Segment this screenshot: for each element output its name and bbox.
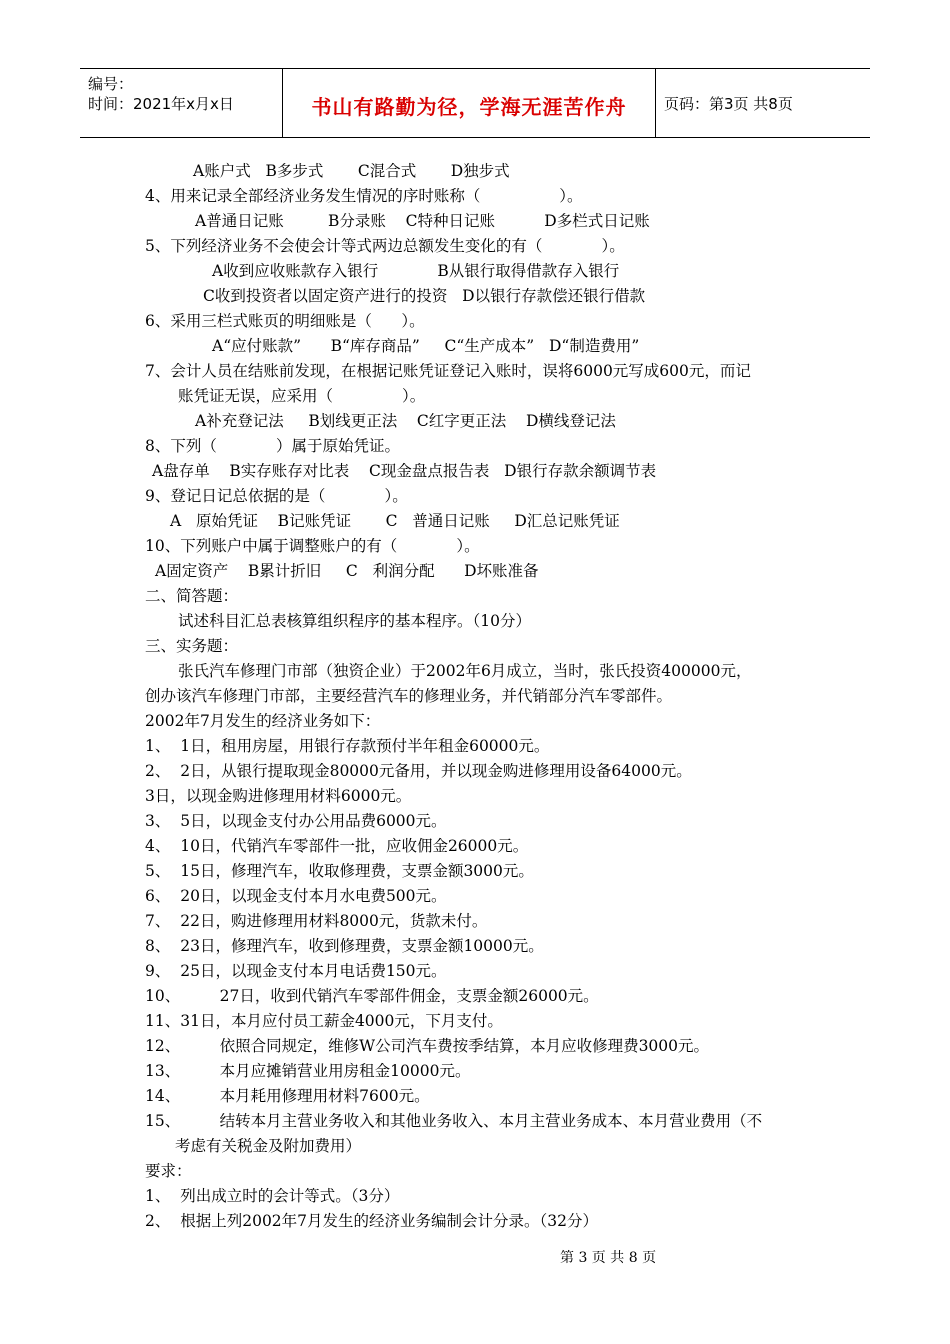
section-heading: 二、简答题： [145,587,239,605]
question-line: 10、下列账户中属于调整账户的有（ ）。 [145,537,480,555]
transaction-line: 4、 10日，代销汽车零部件一批，应收佣金26000元。 [145,837,529,855]
motto: 书山有路勤为径，学海无涯苦作舟 [311,95,627,119]
option-line: A补充登记法 B划线更正法 C红字更正法 D横线登记法 [195,412,616,430]
number-label: 编号： [88,75,134,93]
option-line: A盘存单 B实存账存对比表 C现金盘点报告表 D银行存款余额调节表 [152,462,657,480]
transaction-line: 15、 结转本月主营业务收入和其他业务收入、本月主营业务成本、本月营业费用（不 [145,1112,763,1130]
transaction-line: 1、 1日，租用房屋，用银行存款预付半年租金60000元。 [145,737,550,755]
transaction-line: 10、 27日，收到代销汽车零部件佣金，支票金额26000元。 [145,987,599,1005]
header-motto-cell [282,69,656,137]
option-line: A 原始凭证 B记账凭证 C 普通日记账 D汇总记账凭证 [170,512,620,530]
option-line: A收到应收账款存入银行 B从银行取得借款存入银行 [212,262,620,280]
paragraph-line: 创办该汽车修理门市部，主要经营汽车的修理业务，并代销部分汽车零部件。 [145,687,673,705]
transaction-line: 5、 15日，修理汽车，收取修理费，支票金额3000元。 [145,862,534,880]
transaction-line: 7、 22日，购进修理用材料8000元，货款未付。 [145,912,488,930]
option-line: A“应付账款” B“库存商品” C“生产成本” D“制造费用” [212,337,640,355]
transaction-line: 3、 5日，以现金支付办公用品费6000元。 [145,812,447,830]
header-right-cell [656,69,870,137]
option-line: C收到投资者以固定资产进行的投资 D以银行存款偿还银行借款 [203,287,646,305]
section-heading: 三、实务题： [145,637,239,655]
transaction-line: 8、 23日，修理汽车，收到修理费，支票金额10000元。 [145,937,544,955]
question-line: 7、会计人员在结账前发现，在根据记账凭证登记入账时，误将6000元写成600元，而记 [145,362,751,380]
question-line: 9、登记日记总依据的是（ ）。 [145,487,408,505]
option-line: A固定资产 B累计折旧 C 利润分配 D坏账准备 [155,562,539,580]
question-line: 账凭证无误，应采用（ ）。 [178,387,426,405]
paragraph-line: 2002年7月发生的经济业务如下： [145,712,381,730]
question-line: 8、下列（ ）属于原始凭证。 [145,437,400,455]
transaction-line: 3日，以现金购进修理用材料6000元。 [145,787,412,805]
requirement-line: 1、 列出成立时的会计等式。（3分） [145,1187,400,1205]
requirement-line: 2、 根据上列2002年7月发生的经济业务编制会计分录。（32分） [145,1212,598,1230]
page-header [80,68,870,138]
question-line: 6、采用三栏式账页的明细账是（ ）。 [145,312,425,330]
option-line: A普通日记账 B分录账 C特种日记账 D多栏式日记账 [195,212,650,230]
option-line: A账户式 B多步式 C混合式 D独步式 [193,162,510,180]
question-line: 5、下列经济业务不会使会计等式两边总额发生变化的有（ ）。 [145,237,625,255]
section-heading: 要求： [145,1162,192,1180]
question-line: 4、用来记录全部经济业务发生情况的序时账称（ ）。 [145,187,583,205]
page-info: 页码：第3页 共8页 [664,95,793,113]
transaction-line: 考虑有关税金及附加费用） [175,1137,362,1155]
transaction-line: 2、 2日，从银行提取现金80000元备用，并以现金购进修理用设备64000元。 [145,762,692,780]
transaction-line: 6、 20日，以现金支付本月水电费500元。 [145,887,447,905]
page-footer: 第 3 页 共 8 页 [560,1250,657,1266]
transaction-line: 14、 本月耗用修理用材料7600元。 [145,1087,430,1105]
question-line: 试述科目汇总表核算组织程序的基本程序。（10分） [178,612,531,630]
date-label: 时间：2021年x月x日 [88,95,234,113]
transaction-line: 12、 依照合同规定，维修W公司汽车费按季结算，本月应收修理费3000元。 [145,1037,710,1055]
transaction-line: 9、 25日，以现金支付本月电话费150元。 [145,962,447,980]
transaction-line: 13、 本月应摊销营业用房租金10000元。 [145,1062,471,1080]
transaction-line: 11、31日，本月应付员工薪金4000元，下月支付。 [145,1012,503,1030]
header-left-cell [80,69,282,137]
paragraph-line: 张氏汽车修理门市部（独资企业）于2002年6月成立，当时，张氏投资400000元， [178,662,752,680]
